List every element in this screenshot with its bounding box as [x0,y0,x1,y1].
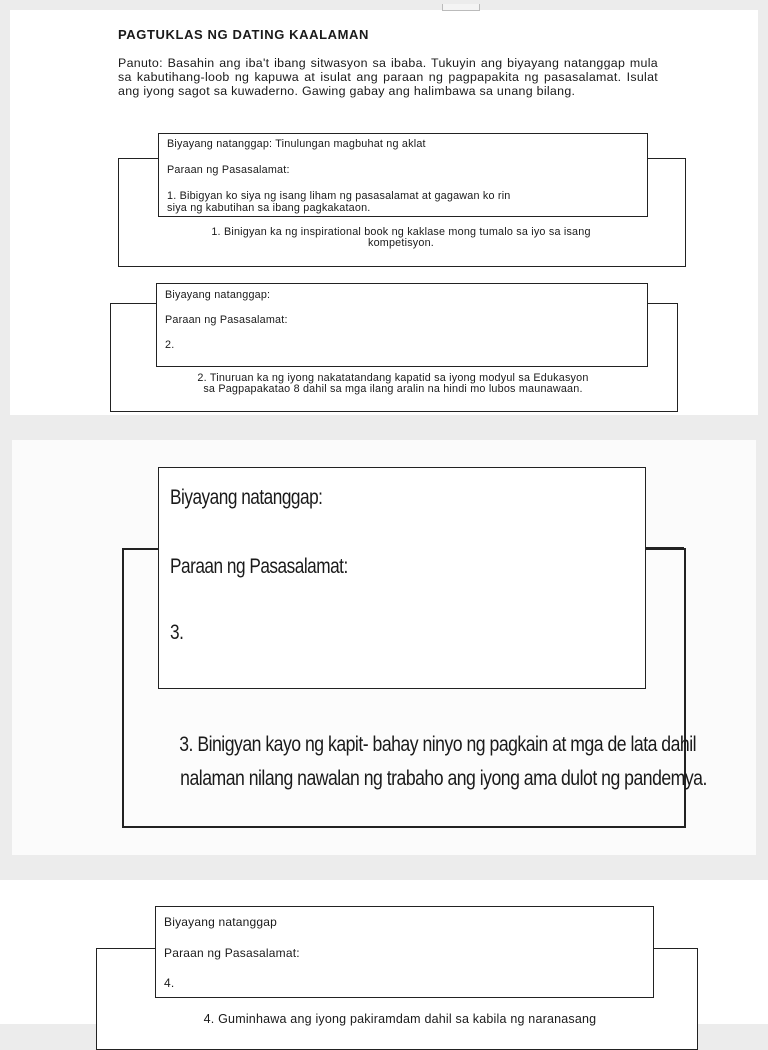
answer-box-3 [158,467,646,689]
gift-label-2: Biyayang natanggap: [165,289,271,301]
situation-line-4a: 4. Guminhawa ang iyong pakiramdam dahil sa kabila ng naranasang [203,1012,597,1026]
gift-label-3: Biyayang natanggap: [170,486,323,509]
answer-box-1 [158,133,648,217]
situation-text-3 [130,728,707,796]
situation-line-1a: 1. Binigyan ka ng inspirational book ng kaklase mong tumalo sa iyo sa isang [211,226,591,238]
page-scroll-handle[interactable] [442,4,480,11]
answer-box-4 [155,906,654,998]
gift-label-4: Biyayang natanggap [164,915,278,929]
answer-line-1a: 1. Bibigyan ko siya ng isang liham ng pasasalamat at gagawan ko rin [167,190,511,202]
situation-line-2b: sa Pagpapakatao 8 dahil sa mga ilang aralin na hindi mo lubos maunawaan. [203,383,583,395]
answer-box-2 [156,283,648,367]
answer-number-2: 2. [165,339,175,351]
answer-line-1b: siya ng kabutihan sa ibang pagkakataon. [167,202,371,214]
answer-number-4: 4. [164,976,175,990]
situation-line-1b: kompetisyon. [367,237,434,249]
situation-line-3a: 3. Binigyan kayo ng kapit- bahay ninyo ng pagkain at mga de lata dahil [179,733,697,756]
thanks-label-2: Paraan ng Pasasalamat: [165,314,288,326]
box-shadow-edge [644,547,684,550]
thanks-label-4: Paraan ng Pasasalamat: [164,946,300,960]
situation-text-4 [110,1014,690,1025]
thanks-label-3: Paraan ng Pasasalamat: [170,555,348,578]
gift-label-1: Biyayang natanggap: Tinulungan magbuhat ng aklat [167,138,426,150]
situation-text-2 [120,373,666,395]
situation-text-1 [136,227,666,249]
page-title: PAGTUKLAS NG DATING KAALAMAN [118,27,370,42]
thanks-label-1: Paraan ng Pasasalamat: [167,164,290,176]
instructions-text: Panuto: Basahin ang iba't ibang sitwasyon sa ibaba. Tukuyin ang biyayang natanggap mula sa kabutihang-loob ng kapuwa at isulat ang paraan ng pagpapakita ng pasasalamat. Isulat ang iyong sagot sa kuwaderno. Gawing gabay ang halimbawa sa unang bilang. [118,56,658,98]
situation-line-2a: 2. Tinuruan ka ng iyong nakatatandang kapatid sa iyong modyul sa Edukasyon [197,372,589,384]
answer-number-3: 3. [170,621,184,644]
situation-line-3b: nalaman nilang nawalan ng trabaho ang iyong ama dulot ng pandemya. [180,767,707,790]
